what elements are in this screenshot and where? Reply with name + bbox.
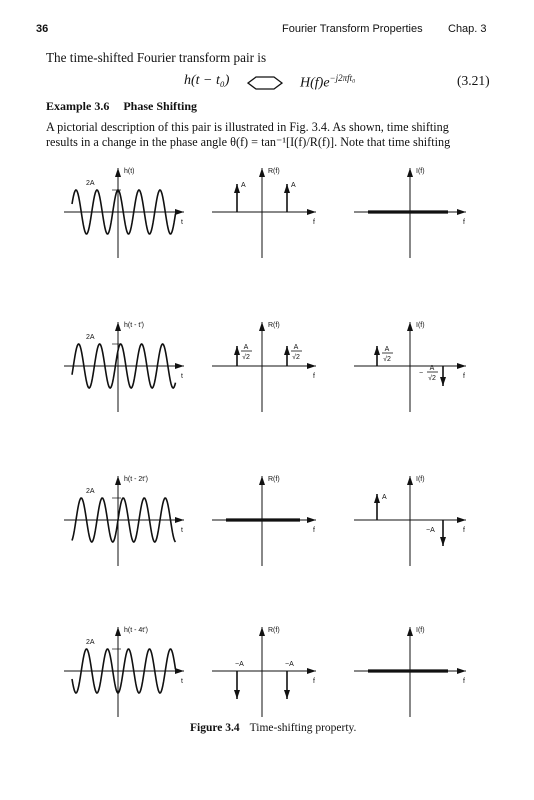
impulse-label: A [382, 494, 387, 501]
impulse-label-numerator: A [243, 344, 249, 351]
running-header-chapter: Chap. 3 [448, 23, 487, 35]
real-plot-label: R(f) [268, 476, 280, 483]
axis-arrowhead [307, 517, 316, 523]
axis-arrowhead [115, 627, 121, 636]
paragraph-line-1: A pictorial description of this pair is illustrated in Fig. 3.4. As shown, time shifting [46, 120, 449, 134]
axis-arrowhead [407, 168, 413, 177]
impulse-label-numerator: A [293, 344, 299, 351]
impulse-label: A [291, 182, 296, 189]
imaginary-plot-label: I(f) [416, 322, 425, 329]
impulse-label-denominator: √2 [292, 354, 300, 361]
axis-label: t [181, 527, 183, 534]
caption-label: Figure 3.4 [190, 722, 240, 734]
impulse-arrowhead [440, 537, 446, 546]
figure-row-2 [64, 322, 466, 412]
impulse-label: A [241, 182, 246, 189]
time-plot-label: h(t - 4t') [124, 627, 148, 634]
imaginary-plot-label: I(f) [416, 476, 425, 483]
imaginary-part-plot [354, 627, 466, 717]
impulse-arrowhead [234, 184, 240, 193]
axis-arrowhead [457, 517, 466, 523]
imaginary-plot-label: I(f) [416, 168, 425, 175]
axis-arrowhead [115, 322, 121, 331]
equation-rhs: $H(f)e^{-j2\pi ft_0}$ [300, 73, 356, 91]
impulse-label-denominator: √2 [242, 354, 250, 361]
real-part-plot [212, 168, 316, 258]
imaginary-plot-label: I(f) [416, 627, 425, 634]
paragraph-line-2: results in a change in the phase angle θ(f) = tan⁻¹[I(f)/R(f)]. Note that time shifting [46, 135, 451, 149]
axis-label: f [463, 373, 465, 380]
impulse-label-numerator: A [429, 365, 435, 372]
axis-arrowhead [175, 209, 184, 215]
impulse-label-sign: − [419, 370, 424, 377]
equation-number: (3.21) [457, 73, 490, 88]
time-plot [64, 476, 184, 566]
real-part-plot [212, 322, 316, 412]
time-plot [64, 627, 184, 717]
amplitude-label: 2A [86, 488, 95, 495]
axis-label: f [313, 219, 315, 226]
real-part-plot [212, 476, 316, 566]
amplitude-label: 2A [86, 639, 95, 646]
axis-label: t [181, 678, 183, 685]
axis-arrowhead [307, 668, 316, 674]
real-plot-label: R(f) [268, 322, 280, 329]
imaginary-part-plot [354, 168, 466, 258]
axis-arrowhead [175, 517, 184, 523]
axis-label: f [463, 527, 465, 534]
axis-arrowhead [307, 363, 316, 369]
figure-row-4 [64, 627, 466, 717]
figure-row-1 [64, 168, 466, 258]
axis-arrowhead [259, 322, 265, 331]
impulse-arrowhead [374, 346, 380, 355]
equation-lhs: h(t − t₀) [184, 73, 230, 88]
axis-label: f [313, 678, 315, 685]
axis-arrowhead [407, 322, 413, 331]
axis-arrowhead [115, 168, 121, 177]
running-header-title: Fourier Transform Properties [282, 23, 423, 35]
axis-arrowhead [259, 627, 265, 636]
axis-arrowhead [407, 627, 413, 636]
imaginary-part-plot [354, 476, 466, 566]
impulse-label: −A [235, 661, 244, 668]
axis-arrowhead [259, 476, 265, 485]
real-part-plot [212, 627, 316, 717]
impulse-label-numerator: A [384, 346, 390, 353]
time-plot-label: h(t - 2t') [124, 476, 148, 483]
impulse-label: −A [426, 527, 435, 534]
axis-label: f [313, 373, 315, 380]
intro-sentence: The time-shifted Fourier transform pair is [46, 50, 267, 65]
impulse-label: −A [285, 661, 294, 668]
axis-label: t [181, 219, 183, 226]
axis-arrowhead [407, 476, 413, 485]
impulse-arrowhead [284, 690, 290, 699]
axis-label: f [463, 678, 465, 685]
impulse-arrowhead [374, 494, 380, 503]
impulse-arrowhead [234, 346, 240, 355]
imaginary-part-plot [354, 322, 466, 412]
axis-arrowhead [457, 363, 466, 369]
real-plot-label: R(f) [268, 168, 280, 175]
impulse-arrowhead [440, 377, 446, 386]
axis-arrowhead [175, 363, 184, 369]
real-plot-label: R(f) [268, 627, 280, 634]
time-plot-label: h(t) [124, 168, 135, 175]
axis-arrowhead [115, 476, 121, 485]
axis-arrowhead [307, 209, 316, 215]
amplitude-label: 2A [86, 334, 95, 341]
example-title: Phase Shifting [123, 99, 198, 113]
figure-row-3 [64, 476, 466, 566]
amplitude-label: 2A [86, 180, 95, 187]
axis-label: t [181, 373, 183, 380]
axis-arrowhead [457, 668, 466, 674]
impulse-arrowhead [284, 184, 290, 193]
axis-arrowhead [259, 168, 265, 177]
axis-arrowhead [457, 209, 466, 215]
time-plot-label: h(t - t') [124, 322, 145, 329]
impulse-label-denominator: √2 [383, 356, 391, 363]
impulse-label-denominator: √2 [428, 375, 436, 382]
example-label: Example 3.6 [46, 99, 110, 113]
time-plot [64, 322, 184, 412]
figure-caption [190, 722, 356, 734]
page-number: 36 [36, 23, 49, 35]
axis-label: f [313, 527, 315, 534]
time-plot [64, 168, 184, 258]
axis-arrowhead [175, 668, 184, 674]
axis-label: f [463, 219, 465, 226]
caption-text: Time-shifting property. [249, 722, 357, 734]
impulse-arrowhead [234, 690, 240, 699]
impulse-arrowhead [284, 346, 290, 355]
